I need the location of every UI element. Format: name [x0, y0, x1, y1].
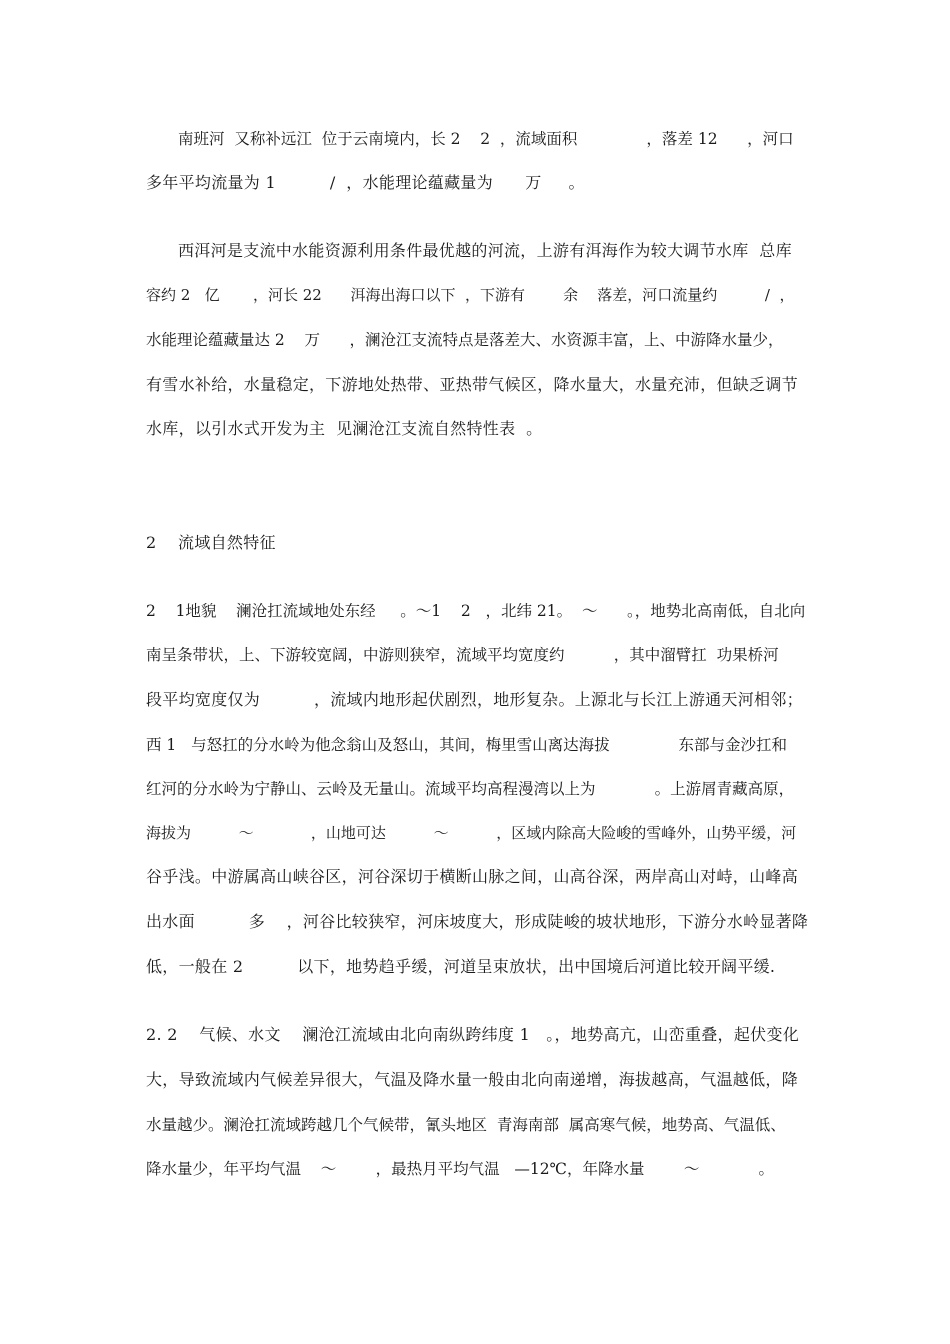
text-line: 出水面 多 ，河谷比较狭窄，河床坡度大，形成陡峻的坡状地形，下游分水岭显著降: [146, 912, 809, 931]
text-line: 南班河 又称补远江 位于云南境内，长 2 2 ，流域面积 ，落差 12 ，河口: [178, 130, 794, 148]
text-line: 水库，以引水式开发为主 见澜沧江支流自然特性表 。: [146, 419, 543, 438]
text-line: 水量越少。澜沧扛流域跨越几个气候带，氰头地区 青海南部 属高寒气候，地势高、气温低、: [146, 1116, 786, 1134]
text-line: 大，导致流域内气候差异很大，气温及降水量一般由北向南递增，海拔越高，气温越低，降: [146, 1070, 799, 1089]
text-line: 2. 2 气候、水文 澜沧江流域由北向南纵跨纬度 1 。，地势高亢，山峦重叠，起伏变化: [146, 1025, 800, 1044]
text-line: 段平均宽度仅为 ，流域内地形起伏剧烈，地形复杂。上源北与长江上游通天河相邻；: [146, 690, 803, 709]
text-line: 南呈条带状，上、下游较宽阔，中游则狭窄，流域平均宽度约 ，其中溜臂扛 功果桥河: [146, 646, 779, 664]
text-line: 低，一般在 2 以下，地势趋乎缓，河道呈束放状，出中国境后河道比较开阔平缓.: [146, 957, 776, 976]
text-line: 容约 2 亿 ，河长 22 洱海出海口以下 ，下游有 余 落差，河口流量约 / ，: [146, 286, 795, 304]
text-line: 海拔为 ～ ，山地可达 ～ ，区域内除高大险峻的雪峰外，山势平缓，河: [146, 824, 797, 842]
text-line: 红河的分水岭为宁静山、云岭及无量山。流域平均高程漫湾以上为 。上游屑青藏高原，: [146, 780, 795, 798]
text-line: 西 1 与怒扛的分水岭为他念翁山及怒山，其间，梅里雪山离达海拔 东部与金沙扛和: [146, 736, 788, 754]
text-line: 多年平均流量为 1 / ，水能理论蕴藏量为 万 。: [146, 173, 585, 192]
text-line: 水能理论蕴藏量达 2 万 ，澜沧江支流特点是落差大、水资源丰富，上、中游降水量少，: [146, 331, 784, 349]
text-line: 谷乎浅。中游属高山峡谷区，河谷深切于横断山脉之间，山高谷深，两岸高山对峙，山峰高: [146, 867, 799, 886]
text-line: 降水量少，年平均气温 ～ ，最热月平均气温 —12℃，年降水量 ～ 。: [146, 1160, 775, 1178]
section-heading: 2 流域自然特征: [146, 533, 276, 552]
text-line: 有雪水补给，水量稳定，下游地处热带、亚热带气候区，降水量大，水量充沛，但缺乏调节: [146, 375, 799, 394]
text-line: 2 1地貌 澜沧扛流域地处东经 。～1 2 ，北纬 21。 ～ 。，地势北高南低，自北向: [146, 602, 806, 620]
text-line: 西洱河是支流中水能资源利用条件最优越的河流，上游有洱海作为较大调节水库 总库: [178, 241, 792, 260]
